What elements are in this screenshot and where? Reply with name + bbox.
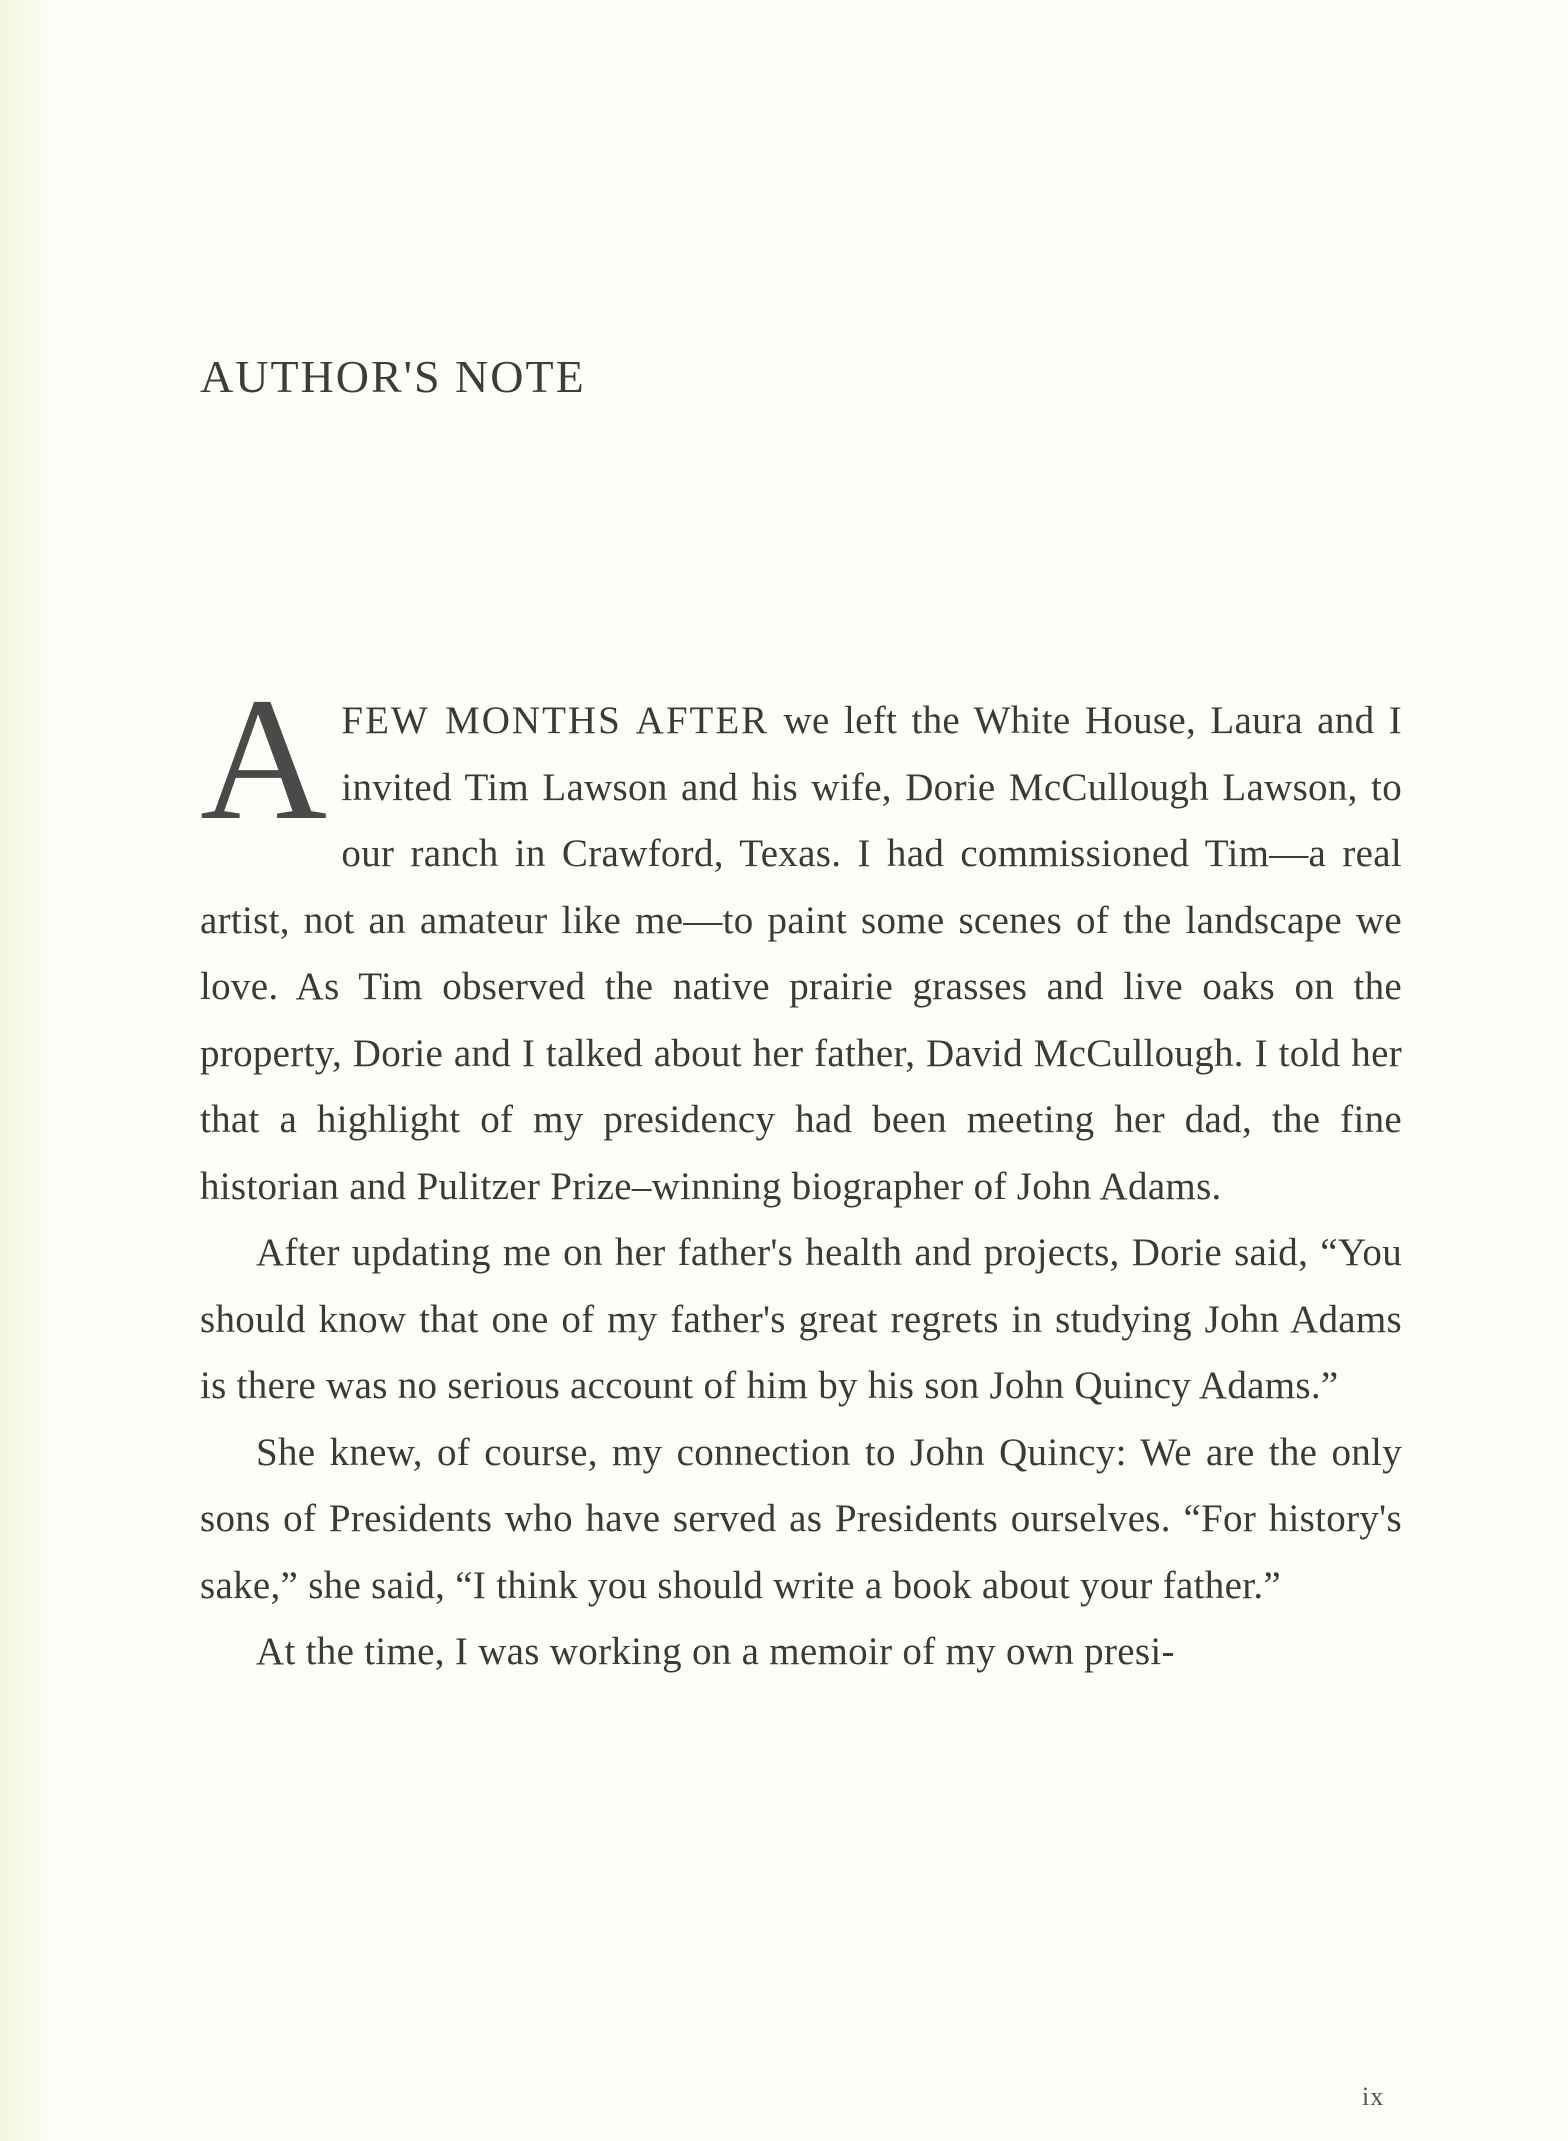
paragraph-4: At the time, I was working on a memoir of my own presi-: [256, 1630, 1175, 1673]
paragraph-2: After updating me on her father's health and projects, Dorie said, “You should know that one of my father's great regrets in studying John Adams is there was no serious account of him by his son John Quincy Adams.”: [200, 1231, 1402, 1407]
lead-in-small-caps: FEW MONTHS AFTER: [341, 699, 770, 742]
paragraph-1-text: we left the White House, Laura and I invited Tim Lawson and his wife, Dorie McCullough Lawson, to our ranch in Crawford, Texas. I had commissioned Tim—a real artist, not an amateur like me—to paint some scenes of the landscape we love. As Tim observed the native prairie grasses and live oaks on the property, Dorie and I talked about her father, David McCullough. I told her that a highlight of my presidency had been meeting her dad, the fine historian and Pulitzer Prize–winning biographer of John Adams.: [200, 699, 1403, 1208]
chapter-heading: AUTHOR'S NOTE: [200, 351, 586, 402]
paragraph-1: [200, 662, 1403, 1220]
paragraph-3: She knew, of course, my connection to John Quincy: We are the only sons of Presidents who have served as Presidents ourselves. “For history's sake,” she said, “I think you should write a book about your father.”: [200, 1430, 1402, 1607]
page-edge-shading: [0, 0, 60, 2141]
drop-cap: A: [200, 662, 328, 857]
page-number: ix: [1362, 2082, 1385, 2111]
body-text: [200, 662, 1403, 1686]
